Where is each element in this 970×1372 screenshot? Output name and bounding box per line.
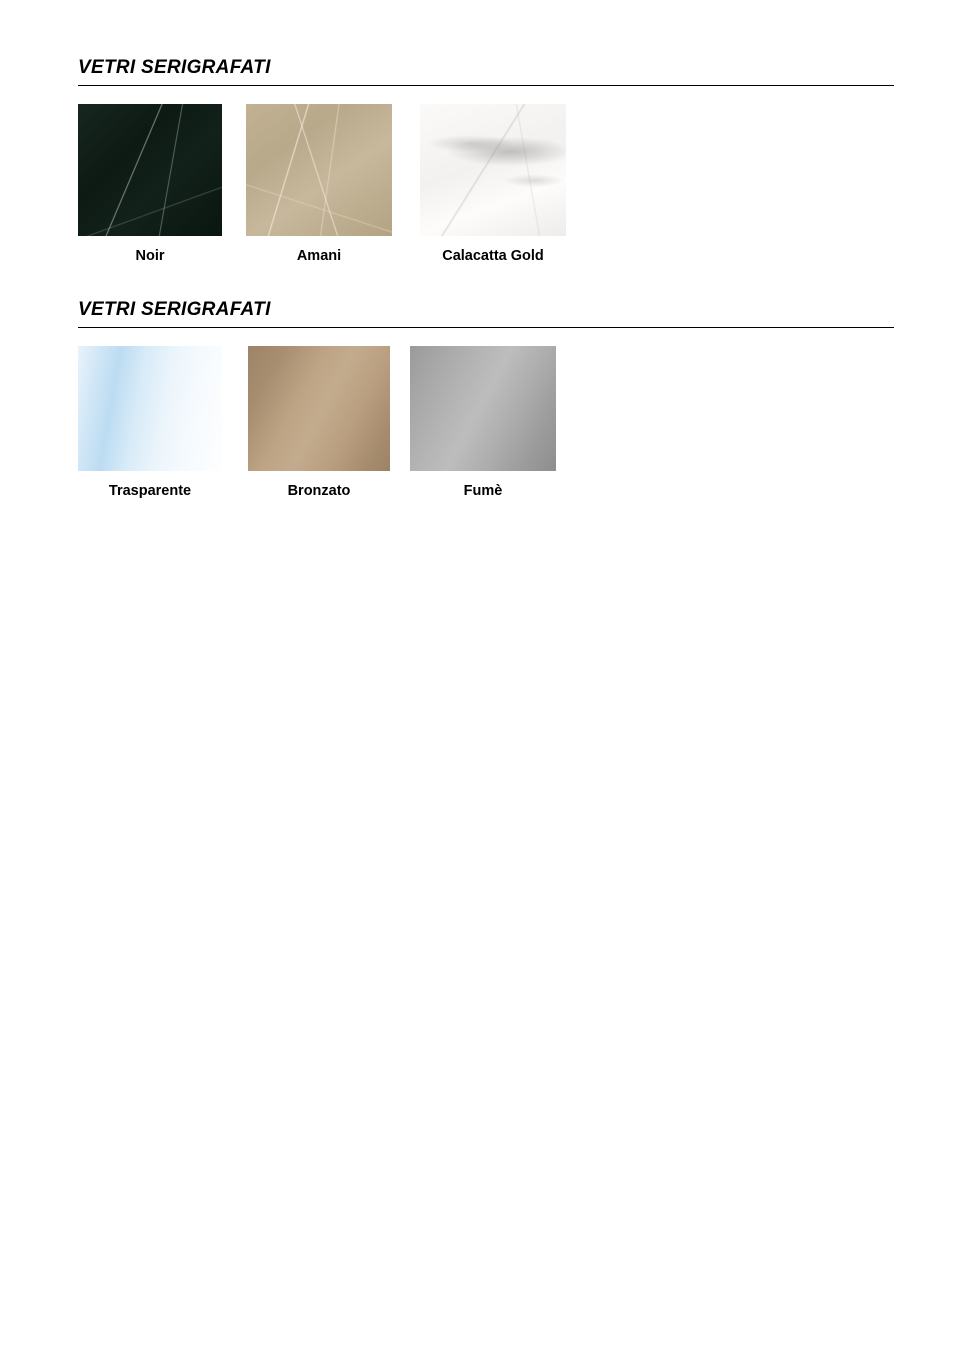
swatch-cell bbox=[78, 346, 222, 500]
swatch-cell bbox=[420, 104, 566, 265]
section-divider bbox=[78, 327, 894, 328]
swatch-row bbox=[78, 346, 894, 500]
swatch-cell bbox=[248, 346, 390, 500]
material-swatch-label: Fumè bbox=[463, 482, 503, 499]
material-swatch-label: Amani bbox=[296, 247, 342, 264]
section-vetri-serigrafati-2 bbox=[78, 300, 894, 500]
material-swatch-image bbox=[78, 346, 222, 471]
swatch-cell bbox=[246, 104, 392, 265]
section-title: VETRI SERIGRAFATI bbox=[78, 299, 271, 320]
section-title: VETRI SERIGRAFATI bbox=[78, 57, 271, 78]
material-swatch-label: Trasparente bbox=[108, 482, 192, 499]
swatch-row bbox=[78, 104, 894, 265]
material-swatch-image bbox=[420, 104, 566, 236]
material-swatch-label: Noir bbox=[135, 247, 165, 264]
swatch-cell bbox=[78, 104, 222, 265]
material-swatch-label: Calacatta Gold bbox=[442, 247, 544, 264]
material-swatch-image bbox=[410, 346, 556, 471]
section-divider bbox=[78, 85, 894, 86]
section-vetri-serigrafati-1 bbox=[78, 58, 894, 265]
material-swatch-image bbox=[246, 104, 392, 236]
material-swatch-image bbox=[78, 104, 222, 236]
material-swatch-label: Bronzato bbox=[287, 482, 351, 499]
material-swatch-image bbox=[248, 346, 390, 471]
swatch-cell bbox=[410, 346, 556, 500]
